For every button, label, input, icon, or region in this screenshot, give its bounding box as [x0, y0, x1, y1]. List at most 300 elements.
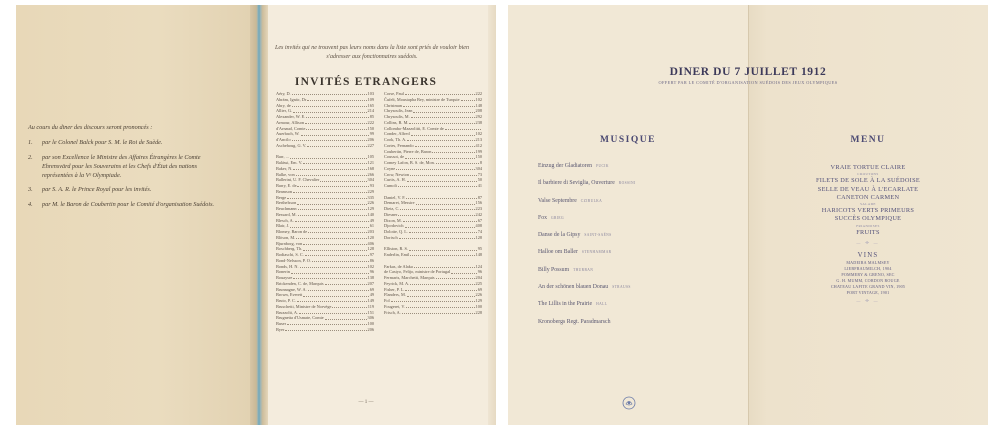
guest-name: Blair, J. [276, 223, 290, 229]
wine-item: CHATEAU LAFITE GRAND VIN, 1905 [830, 283, 906, 289]
guest-name: Boschberg, Th. [276, 246, 303, 252]
table-number: 229 [367, 188, 374, 194]
guest-name: Cortes, Fernando [384, 142, 414, 148]
page-edge [488, 5, 496, 425]
table-number: 67 [477, 217, 482, 223]
table-number: 85 [369, 114, 374, 119]
leader-dots [297, 298, 367, 302]
leader-dots [308, 229, 366, 233]
dish-list [748, 164, 988, 237]
guest-name: Barry, E. de [276, 183, 297, 188]
leader-dots [305, 252, 369, 256]
guest-name: Bodiaschi, S. C. [276, 252, 304, 257]
guest-name: d'Arnaud, Comte [276, 125, 306, 131]
guest-name: Baker, N. [276, 165, 293, 171]
menu-dish: HARICOTS VERTS PRIMEURS [821, 207, 915, 215]
music-composer: GRIEG [551, 215, 565, 220]
table-number: 151 [367, 309, 374, 315]
leader-dots [308, 287, 369, 291]
leader-dots [297, 183, 368, 187]
guest-name: Cook, Th. A. [384, 137, 407, 142]
music-piece: Einzug der Gladiatoren [538, 163, 593, 169]
toast-number: 3. [28, 186, 33, 194]
music-piece: An der schönen blauen Donau [538, 284, 609, 291]
table-number: 203 [367, 229, 374, 234]
leader-dots [296, 172, 367, 176]
guest-name: Chrysoulis, M. [384, 114, 410, 119]
music-item [538, 284, 728, 301]
table-number: 102 [367, 263, 374, 269]
leader-dots [290, 154, 367, 158]
table-number: 408 [475, 223, 482, 229]
guest-name: Frisch, A. [384, 309, 401, 315]
leader-dots [307, 143, 366, 147]
table-number: 129 [367, 206, 374, 211]
table-number: 69 [477, 286, 482, 292]
guest-name: Allier, G. [276, 108, 293, 114]
leader-dots [396, 166, 474, 170]
music-item [538, 232, 728, 249]
leader-dots [451, 269, 476, 273]
menu-ornament: — ✣ — [856, 240, 880, 246]
table-number: 150 [475, 154, 482, 160]
guest-name: Balke, von [276, 171, 295, 177]
table-number: 128 [475, 234, 482, 240]
table-number: 124 [475, 263, 482, 269]
table-number: 103 [367, 91, 374, 96]
guest-name: Collombo-Mazzolitti, E. Comte de [384, 125, 444, 131]
leader-dots [325, 281, 367, 285]
guest-name: Brugnetta d'Usmate, Comte [276, 315, 324, 321]
table-number: 95 [477, 246, 482, 252]
table-number: 156 [475, 200, 482, 206]
leader-dots [306, 114, 368, 118]
table-number: 199 [475, 148, 482, 154]
toasts-section [28, 123, 224, 214]
leader-dots [432, 149, 474, 153]
table-number: 73 [477, 171, 482, 177]
table-number: 226 [367, 200, 374, 206]
music-item [538, 267, 728, 284]
toast-text: par le Colonel Balck pour S. M. le Roi de Suède. [42, 139, 163, 147]
table-number: 148 [475, 252, 482, 257]
music-item [538, 319, 728, 336]
toasts-intro: Au cours du diner des discours seront prononcés : [28, 124, 153, 131]
leader-dots [303, 246, 366, 250]
guest-name: Bruschetti, Ministre de Norvège [276, 303, 332, 309]
guest-name: Bruto, P. C. [276, 298, 296, 303]
table-number: 206 [367, 137, 374, 142]
guest-name: Bonerin [276, 269, 290, 275]
table-number: 86 [369, 257, 374, 263]
toast-number: 4. [28, 200, 33, 208]
guest-name: Bond-Nelsson, P. O. [276, 257, 311, 263]
guest-name: Beuchmann [276, 206, 297, 211]
leader-dots [292, 91, 367, 95]
guest-name: Brown, Everett [276, 292, 303, 298]
guest-name: Buser [276, 321, 287, 326]
table-number: 406 [367, 240, 374, 246]
guest-name: Auerbach, W. [276, 131, 300, 137]
menu-title: MENU [850, 135, 886, 145]
leader-dots [292, 103, 367, 107]
leader-dots [415, 143, 475, 147]
booklet-spine [250, 5, 268, 425]
leader-dots [298, 212, 367, 216]
guest-name: Bruzzolti, A. [276, 309, 299, 315]
invites-note: Les invités qui ne trouvent pas leurs noms dans la liste sont priés de vouloir bien s'adresser aux fonctionnaires suédois. [275, 45, 469, 60]
table-number: 96 [369, 269, 374, 275]
leader-dots [414, 264, 475, 268]
table-number: 61 [369, 223, 374, 229]
leader-dots [409, 229, 477, 233]
table-number: 335 [367, 194, 374, 200]
guest-name: Diesner [384, 211, 398, 217]
guest-name: Bonds, H. N. [276, 263, 299, 269]
table-number: 148 [475, 102, 482, 108]
leader-dots [303, 292, 368, 296]
music-composer: FUCIK [596, 164, 609, 168]
guest-name: Dietz, C. [384, 206, 400, 211]
leader-dots [407, 177, 477, 181]
table-number: 242 [475, 211, 482, 217]
leader-dots [409, 246, 477, 250]
music-item [538, 301, 728, 318]
music-piece: Valse Septembre [538, 197, 577, 204]
guest-name: Feyrick, M. A. [384, 280, 410, 286]
leader-dots [296, 235, 366, 239]
table-number: 120 [367, 234, 374, 240]
toast-text: par son Excellence le Ministre des Affaires Étrangères le Comte Ehrensvärd pour les Souverains et les Chefs d'État des nations représentées à la Vᵉ Olympiade. [42, 153, 201, 180]
music-item [538, 180, 728, 197]
emblem-icon [622, 396, 636, 410]
guest-name: Dixon, M. [384, 217, 402, 223]
music-composer: HALL [596, 302, 608, 307]
leader-dots [461, 97, 475, 101]
table-number: 206 [367, 326, 374, 332]
leader-dots [300, 264, 367, 268]
leader-dots [298, 206, 367, 210]
table-number: 50 [477, 177, 482, 183]
guest-name: Enderlin, Emil [384, 252, 410, 257]
music-item [538, 163, 728, 180]
table-number: 412 [475, 142, 482, 148]
table-number: 49 [369, 292, 374, 298]
table-number: 228 [475, 309, 482, 315]
table-number: 99 [369, 131, 374, 137]
music-composer: STENHAMMAR [581, 250, 612, 255]
leader-dots [445, 126, 481, 130]
leader-dots [287, 195, 366, 199]
wine-item: POMMERY & GRENO, SEC [841, 271, 895, 277]
wine-item: G. H. MUMM, CORDON ROUGE [836, 277, 900, 283]
guest-row [276, 327, 374, 333]
leader-dots [299, 310, 366, 314]
table-number: 306 [367, 315, 374, 321]
toast-item [28, 153, 224, 181]
leader-dots [407, 137, 474, 141]
toast-item [28, 185, 224, 194]
guest-name: Coyne [384, 165, 396, 171]
wine-item: LIEBFRAUMILCH, 1904 [844, 265, 892, 271]
leader-dots [398, 183, 477, 187]
leader-dots [332, 304, 366, 308]
guest-name: Flanders, M. [384, 292, 406, 298]
leader-dots [297, 200, 366, 204]
guest-name: Armour, Allison [276, 119, 304, 125]
music-composer: THURBAN [573, 267, 594, 272]
leader-dots [293, 166, 366, 170]
leader-dots [402, 310, 475, 314]
table-number: 121 [367, 160, 374, 165]
table-number: 227 [367, 142, 374, 148]
wine-list [748, 260, 988, 295]
guest-name: Blöson, M. [276, 234, 296, 240]
table-number: 87 [477, 194, 482, 200]
leader-dots [303, 241, 366, 245]
menu-dish-accompaniment: FRIANDISES [856, 223, 880, 228]
menu-list [748, 164, 988, 310]
leader-dots [293, 275, 366, 279]
menu-dish-accompaniment: CROUTONS [857, 172, 879, 177]
leader-dots [405, 91, 475, 95]
leader-dots [305, 120, 367, 124]
guest-name: Aéry, D. [276, 91, 291, 96]
leader-dots [409, 120, 474, 124]
end-ornament: — ✣ — [856, 298, 880, 304]
guest-name: Fermaris, Marchetti, Marquis [384, 275, 435, 280]
leader-dots [293, 108, 366, 112]
guest-name: Barr, ... [276, 154, 289, 160]
table-number: 93 [369, 183, 374, 188]
table-number: 292 [475, 114, 482, 119]
guest-name: Abry, de [276, 102, 291, 108]
table-number: 214 [367, 108, 374, 114]
guest-name: Collins, R. M. [384, 119, 409, 125]
guest-name: Abrám, Ignác, Dr [276, 96, 307, 102]
table-number: 222 [475, 91, 482, 96]
invites-title: INVITÉS ETRANGERS [294, 76, 438, 88]
menu-dish: FILETS DE SOLE À LA SUÉDOISE [815, 177, 921, 185]
table-number: 207 [367, 280, 374, 286]
guest-name: de Castyo, Felijo, ministre de Portugal [384, 269, 451, 275]
leader-dots [406, 304, 475, 308]
toast-number: 2. [28, 153, 33, 161]
table-number: 97 [369, 252, 374, 257]
menu-dish-accompaniment: SALADE [860, 202, 876, 207]
music-piece: Fox [538, 214, 548, 221]
guest-name: Christman [384, 102, 402, 108]
guest-name: Berge [276, 194, 287, 200]
leader-dots [291, 269, 369, 273]
table-number: 223 [475, 206, 482, 211]
music-piece: Kronobergs Regt. Paradmarsch [538, 318, 611, 325]
leader-dots [410, 172, 477, 176]
table-number: 238 [475, 119, 482, 125]
music-piece: Il barbiere di Seviglia, Ouverture [538, 180, 615, 187]
menu-dish: VRAIE TORTUE CLAIRE [830, 164, 906, 171]
vins-title: VINS [857, 252, 879, 260]
leader-dots [306, 126, 366, 130]
leader-dots [290, 223, 368, 227]
guest-name: Alexander, W. E. [276, 114, 306, 119]
leader-dots [407, 292, 475, 296]
guest-list-column-1 [276, 91, 374, 333]
table-number: 165 [367, 102, 374, 108]
guest-name: Beamson [276, 188, 292, 194]
toasts-page [16, 5, 252, 425]
table-number: 69 [369, 286, 374, 292]
table-number: 266 [367, 171, 374, 177]
table-number: 225 [475, 280, 482, 286]
leader-dots [400, 206, 474, 210]
leader-dots [436, 160, 479, 164]
table-number: 213 [475, 137, 482, 142]
page-number: — 1 — [358, 400, 374, 405]
guest-name: Cumoli [384, 183, 397, 188]
table-number: 74 [477, 229, 482, 234]
leader-dots [398, 212, 474, 216]
leader-dots [403, 103, 475, 107]
leader-dots [406, 195, 476, 199]
table-number: 49 [369, 217, 374, 223]
music-composer: ROSSINI [618, 181, 636, 186]
guest-name: Bessard, M. [276, 211, 297, 217]
guest-name: Čufelt, Moustapha Bey, ministre de Turquie [384, 96, 460, 102]
guest-name: Coussot, de [384, 154, 405, 160]
guest-name: Demaret, Messire [384, 200, 415, 206]
table-number: 119 [367, 303, 374, 309]
leader-dots [301, 131, 369, 135]
table-number: 102 [475, 131, 482, 137]
music-item [538, 215, 728, 232]
music-item [538, 198, 728, 215]
music-program-list [538, 163, 728, 336]
leader-dots [320, 177, 366, 181]
table-number: 304 [475, 165, 482, 171]
table-number: 208 [475, 108, 482, 114]
guest-name: Coubertin, Pierre de, Baron [384, 148, 432, 154]
guest-name: Curtis, A. H. [384, 177, 406, 183]
guest-name: Fisher, P. L. [384, 286, 405, 292]
leader-dots [403, 218, 477, 222]
leader-dots [411, 114, 475, 118]
table-number: 150 [367, 125, 374, 131]
leader-dots [295, 218, 369, 222]
guest-name: Djordovich [384, 223, 404, 229]
guest-name: Chrysoulis, Jean [384, 108, 413, 114]
dinner-title: DINER DU 7 JUILLET 1912 [669, 66, 827, 78]
guest-list-column-2 [384, 91, 482, 315]
guest-name: Bouaysre [276, 275, 293, 280]
table-number: 129 [475, 298, 482, 303]
toast-text: par S. A. R. le Prince Royal pour les invités. [42, 186, 152, 194]
leader-dots [303, 160, 366, 164]
guest-name: Daniel, V. F. [384, 194, 406, 200]
guest-name: Berthelsson [276, 200, 297, 206]
guest-name: Aschehoug, G. V. [276, 142, 307, 148]
music-composer: STRAUSS [612, 285, 631, 290]
leader-dots [399, 235, 475, 239]
guest-name: Farkas, de Alaka [384, 263, 413, 269]
guest-name: Fol [384, 298, 390, 303]
toast-number: 1. [28, 139, 33, 147]
table-number: 149 [367, 298, 374, 303]
table-number: 100 [475, 303, 482, 309]
table-number: 204 [475, 275, 482, 280]
guest-name: Dorisch [384, 234, 398, 240]
guest-name: Fougeret, V. [384, 303, 405, 309]
wine-item: PORT VINTAGE, 1901 [846, 289, 890, 295]
menu-dish: FRUITS [856, 228, 880, 236]
leader-dots [416, 200, 475, 204]
leader-dots [287, 321, 367, 325]
leader-dots [312, 258, 369, 262]
table-number: 41 [477, 183, 482, 188]
musique-title: MUSIQUE [600, 135, 656, 145]
music-composer: CZIBULKA [580, 198, 603, 203]
guest-name: Blesch, A. [276, 217, 294, 223]
guest-name: Dolotte, Q. L. [384, 229, 408, 234]
menu-dish: CANETON CARMEN [836, 193, 900, 201]
table-number: 100 [367, 321, 374, 326]
guest-name: Blomey, Baron de [276, 229, 308, 234]
table-number: 102 [475, 96, 482, 102]
guest-name: Byer [276, 326, 285, 332]
table-number: 105 [367, 154, 374, 160]
toast-item [28, 138, 224, 147]
table-number: 168 [367, 165, 374, 171]
music-composer: SAINT-SAËNS [584, 233, 612, 238]
table-number: 109 [367, 96, 374, 102]
music-piece: Billy Possum [538, 266, 570, 273]
table-number: 226 [475, 292, 482, 298]
leader-dots [325, 315, 367, 319]
guest-name: d'Ancilo [276, 137, 291, 142]
leader-dots [410, 252, 474, 256]
guest-name: Brickenden, C. de, Marquis [276, 280, 324, 286]
table-number: 8 [479, 160, 482, 165]
table-number: 138 [367, 275, 374, 280]
guest-row [384, 310, 482, 316]
guest-name: Brunnagne, W. A. [276, 286, 307, 292]
music-piece: The Lillis in the Prairie [538, 301, 593, 308]
leader-dots [410, 281, 474, 285]
leader-dots [405, 223, 475, 227]
dinner-subtitle: OFFERT PAR LE COMITÉ D'ORGANISATION SUÉDOIS DES JEUX OLYMPIQUES [658, 80, 838, 85]
table-number: 128 [367, 246, 374, 252]
menu-dish: SELLE DE VEAU À L'ECARLATE [817, 185, 919, 193]
leader-dots [292, 137, 367, 141]
table-number: 222 [367, 119, 374, 125]
guest-name: Elliston, R. S. [384, 246, 408, 252]
leader-dots [285, 327, 366, 331]
table-number: 140 [367, 211, 374, 217]
guest-name: Bjurnborg, von [276, 240, 303, 246]
toast-item [28, 200, 224, 209]
music-item [538, 249, 728, 266]
leader-dots [436, 275, 475, 279]
leader-dots [405, 154, 474, 158]
guest-name: Ballerini, U. F. Chevalier [276, 177, 320, 183]
leader-dots [391, 298, 475, 302]
guest-name: Corse, Paul [384, 91, 404, 96]
guest-name: Comey Lafon, B. S. de, Mon. [384, 160, 435, 165]
leader-dots [413, 108, 474, 112]
wine-item: MADEIRA MALMSEY [846, 260, 890, 266]
table-number: 304 [367, 177, 374, 183]
leader-dots [293, 189, 367, 193]
